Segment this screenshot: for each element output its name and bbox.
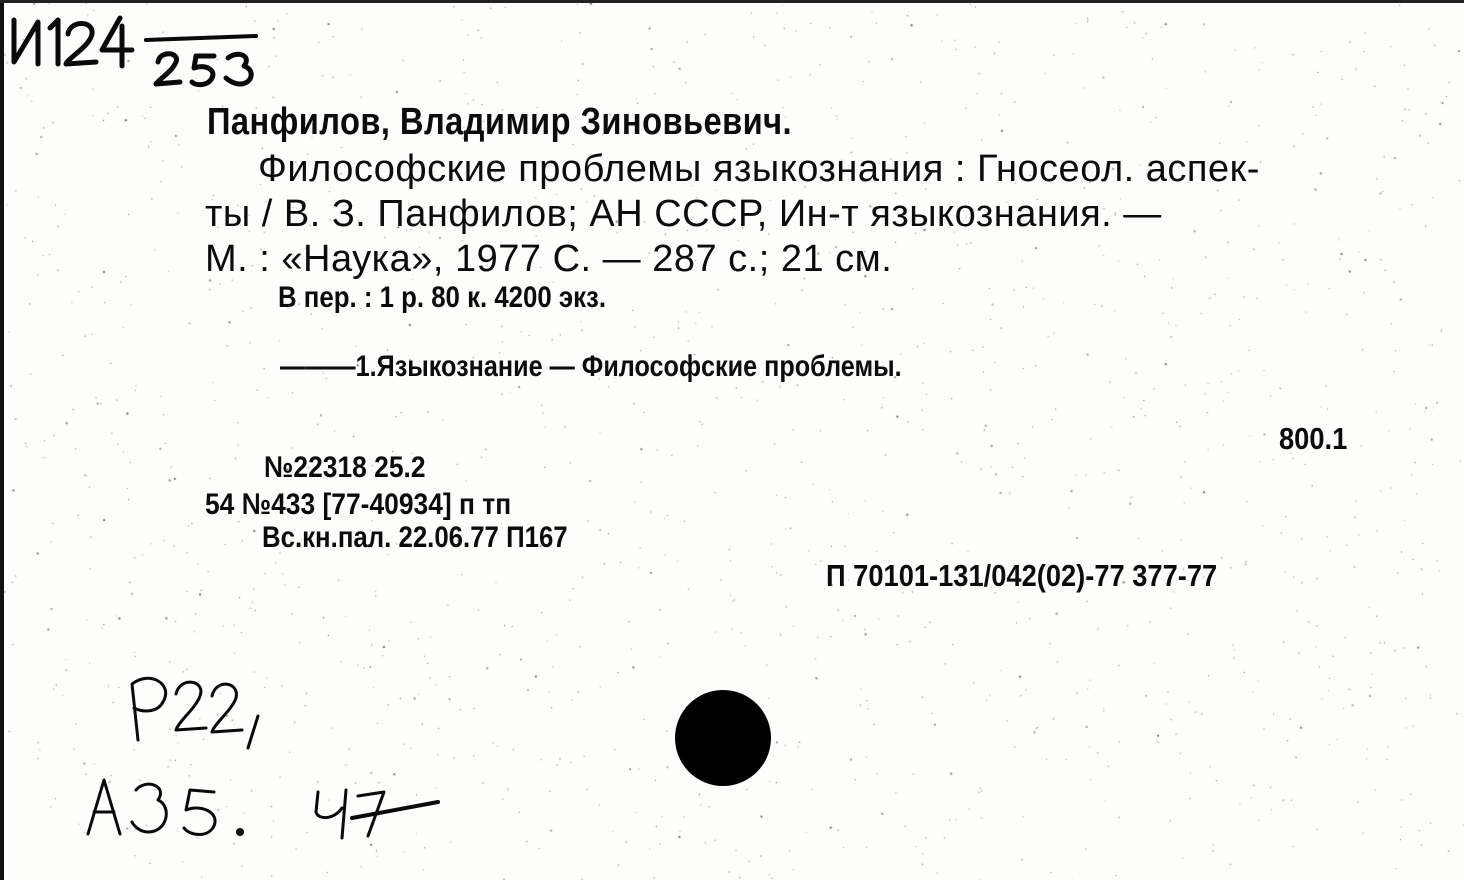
subject-heading: ———1.Языкознание — Философские проблемы.	[280, 350, 902, 383]
udc-index: 800.1	[1279, 421, 1348, 456]
handwritten-shelf-code	[14, 18, 132, 66]
handwritten-call-number-1	[132, 678, 258, 748]
card-punch-hole	[675, 690, 771, 786]
publisher-code: П 70101-131/042(02)-77 377-77	[826, 558, 1218, 593]
author-heading: Панфилов, Владимир Зиновьевич.	[207, 101, 793, 143]
handwritten-call-number-2	[88, 780, 438, 838]
title-line: ты / В. З. Панфилов; АН СССР, Ин-т языкознания. —	[205, 193, 1162, 235]
imprint-line: М. : «Наука», 1977 С. — 287 с.; 21 см.	[205, 238, 893, 280]
price-line: В пер. : 1 р. 80 к. 4200 экз.	[278, 281, 607, 314]
accession-line: 54 №433 [77-40934] п тп	[205, 488, 512, 521]
handwritten-fraction	[146, 36, 256, 85]
accession-line: Вс.кн.пал. 22.06.77 П167	[262, 521, 568, 554]
title-line: Философские проблемы языкознания : Гносеол. аспек-	[258, 148, 1260, 190]
accession-line: №22318 25.2	[264, 451, 426, 484]
